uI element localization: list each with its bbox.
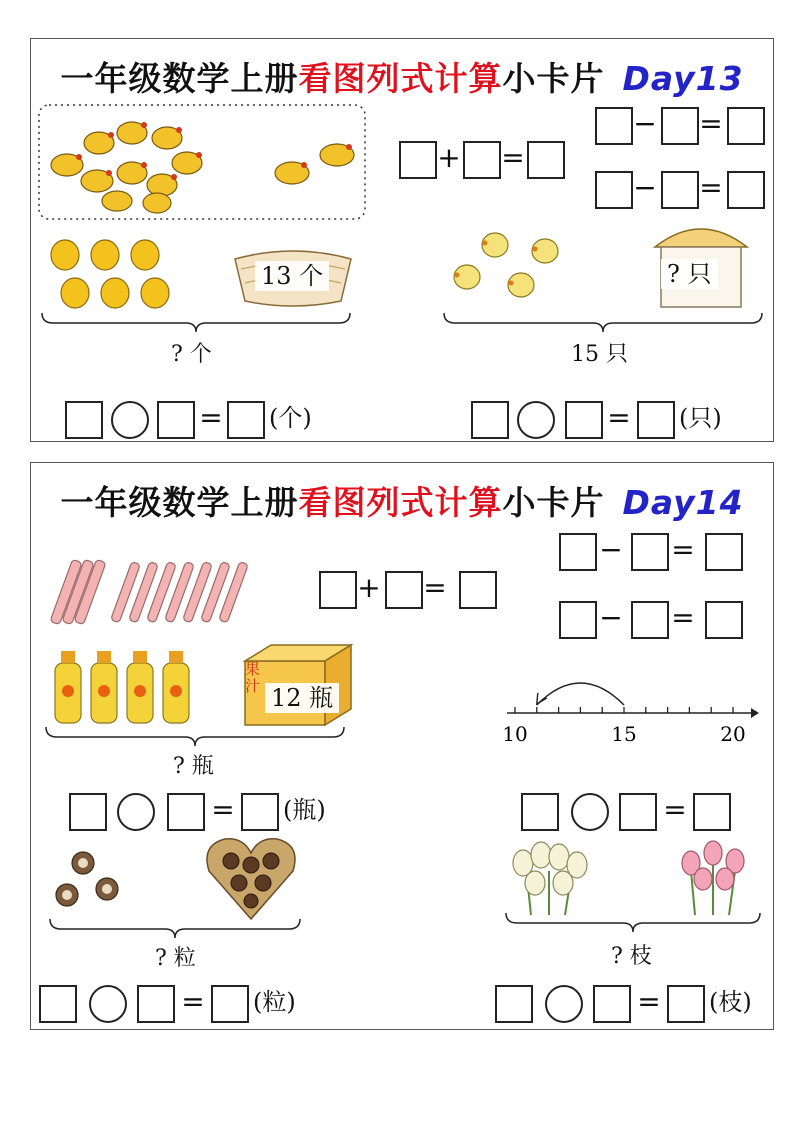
pears-illustration xyxy=(47,227,167,307)
unit-label: (枝) xyxy=(709,988,752,1016)
card-day13 xyxy=(30,38,774,442)
answer-box[interactable] xyxy=(631,533,669,571)
answer-box[interactable] xyxy=(471,401,509,439)
bottle-total-brace xyxy=(45,725,345,747)
basket-count-label: 13 个 xyxy=(255,261,329,291)
day-label: Day14 xyxy=(622,483,744,522)
answer-box[interactable] xyxy=(595,171,633,209)
answer-box[interactable] xyxy=(211,985,249,1023)
answer-box[interactable] xyxy=(661,171,699,209)
answer-box[interactable] xyxy=(495,985,533,1023)
number-line-arrowhead xyxy=(751,708,759,718)
equals-sign: = xyxy=(663,793,687,826)
chicks-illustration xyxy=(449,225,569,309)
unit-label: (粒) xyxy=(253,988,296,1016)
chocolates-illustration xyxy=(53,849,133,911)
number-line-arc-arrowhead xyxy=(537,693,547,704)
equals-sign: = xyxy=(699,171,723,204)
operator-circle[interactable] xyxy=(89,985,127,1023)
answer-box[interactable] xyxy=(69,793,107,831)
number-line-jump-arc xyxy=(537,683,624,705)
answer-box[interactable] xyxy=(693,793,731,831)
pink-flowers-illustration xyxy=(675,835,751,917)
answer-box[interactable] xyxy=(463,141,501,179)
hens-illustration xyxy=(37,103,367,221)
equals-sign: = xyxy=(671,601,695,634)
flower-total-brace xyxy=(505,911,761,933)
number-line xyxy=(501,669,761,749)
equals-sign: = xyxy=(423,571,447,604)
equals-sign: = xyxy=(501,141,525,174)
operator-circle[interactable] xyxy=(111,401,149,439)
white-flowers-illustration xyxy=(507,837,593,917)
chick-total-label: 15 只 xyxy=(571,342,628,367)
juice-bottles-illustration xyxy=(49,649,199,727)
answer-box[interactable] xyxy=(727,107,765,145)
equals-sign: = xyxy=(199,401,223,434)
equals-sign: = xyxy=(181,985,205,1018)
operator-circle[interactable] xyxy=(517,401,555,439)
juice-box-count-label: 12 瓶 xyxy=(265,683,339,713)
answer-box[interactable] xyxy=(137,985,175,1023)
answer-box[interactable] xyxy=(399,141,437,179)
answer-box[interactable] xyxy=(319,571,357,609)
equals-sign: = xyxy=(671,533,695,566)
number-line-label: 20 xyxy=(720,722,746,746)
answer-box[interactable] xyxy=(595,107,633,145)
number-line-label: 10 xyxy=(502,722,528,746)
unit-label: (个) xyxy=(269,404,312,432)
answer-box[interactable] xyxy=(527,141,565,179)
card-title: 一年级数学上册看图列式计算小卡片 Day14 xyxy=(60,483,744,522)
answer-box[interactable] xyxy=(565,401,603,439)
minus-sign: − xyxy=(599,533,623,566)
answer-box[interactable] xyxy=(241,793,279,831)
answer-box[interactable] xyxy=(727,171,765,209)
answer-box[interactable] xyxy=(559,533,597,571)
answer-box[interactable] xyxy=(39,985,77,1023)
unit-label: (只) xyxy=(679,404,722,432)
bottle-total-label: ? 瓶 xyxy=(173,754,214,779)
answer-box[interactable] xyxy=(661,107,699,145)
number-line-label: 15 xyxy=(611,722,637,746)
equals-sign: = xyxy=(699,107,723,140)
operator-circle[interactable] xyxy=(545,985,583,1023)
answer-box[interactable] xyxy=(521,793,559,831)
answer-box[interactable] xyxy=(65,401,103,439)
candy-total-brace xyxy=(49,917,301,939)
answer-box[interactable] xyxy=(157,401,195,439)
counting-sticks-illustration xyxy=(51,553,261,631)
plus-sign: + xyxy=(437,141,461,174)
answer-box[interactable] xyxy=(705,601,743,639)
chocolate-box-illustration xyxy=(203,833,299,923)
answer-box[interactable] xyxy=(705,533,743,571)
minus-sign: − xyxy=(633,171,657,204)
answer-box[interactable] xyxy=(385,571,423,609)
house-count-label: ? 只 xyxy=(661,259,718,289)
plus-sign: + xyxy=(357,571,381,604)
equals-sign: = xyxy=(211,793,235,826)
answer-box[interactable] xyxy=(227,401,265,439)
flower-total-label: ? 枝 xyxy=(611,944,652,969)
answer-box[interactable] xyxy=(559,601,597,639)
answer-box[interactable] xyxy=(631,601,669,639)
answer-box[interactable] xyxy=(619,793,657,831)
operator-circle[interactable] xyxy=(571,793,609,831)
answer-box[interactable] xyxy=(459,571,497,609)
equals-sign: = xyxy=(637,985,661,1018)
candy-total-label: ? 粒 xyxy=(155,946,196,971)
pear-total-brace xyxy=(41,311,351,333)
unit-label: (瓶) xyxy=(283,796,326,824)
answer-box[interactable] xyxy=(167,793,205,831)
minus-sign: − xyxy=(633,107,657,140)
minus-sign: − xyxy=(599,601,623,634)
juice-box-text: 果汁 xyxy=(245,660,261,695)
answer-box[interactable] xyxy=(593,985,631,1023)
card-day14 xyxy=(30,462,774,1030)
day-label: Day13 xyxy=(622,59,744,98)
chick-total-brace xyxy=(443,311,763,333)
operator-circle[interactable] xyxy=(117,793,155,831)
pear-total-label: ? 个 xyxy=(171,342,212,367)
equals-sign: = xyxy=(607,401,631,434)
answer-box[interactable] xyxy=(667,985,705,1023)
card-title: 一年级数学上册看图列式计算小卡片 Day13 xyxy=(60,59,744,98)
answer-box[interactable] xyxy=(637,401,675,439)
